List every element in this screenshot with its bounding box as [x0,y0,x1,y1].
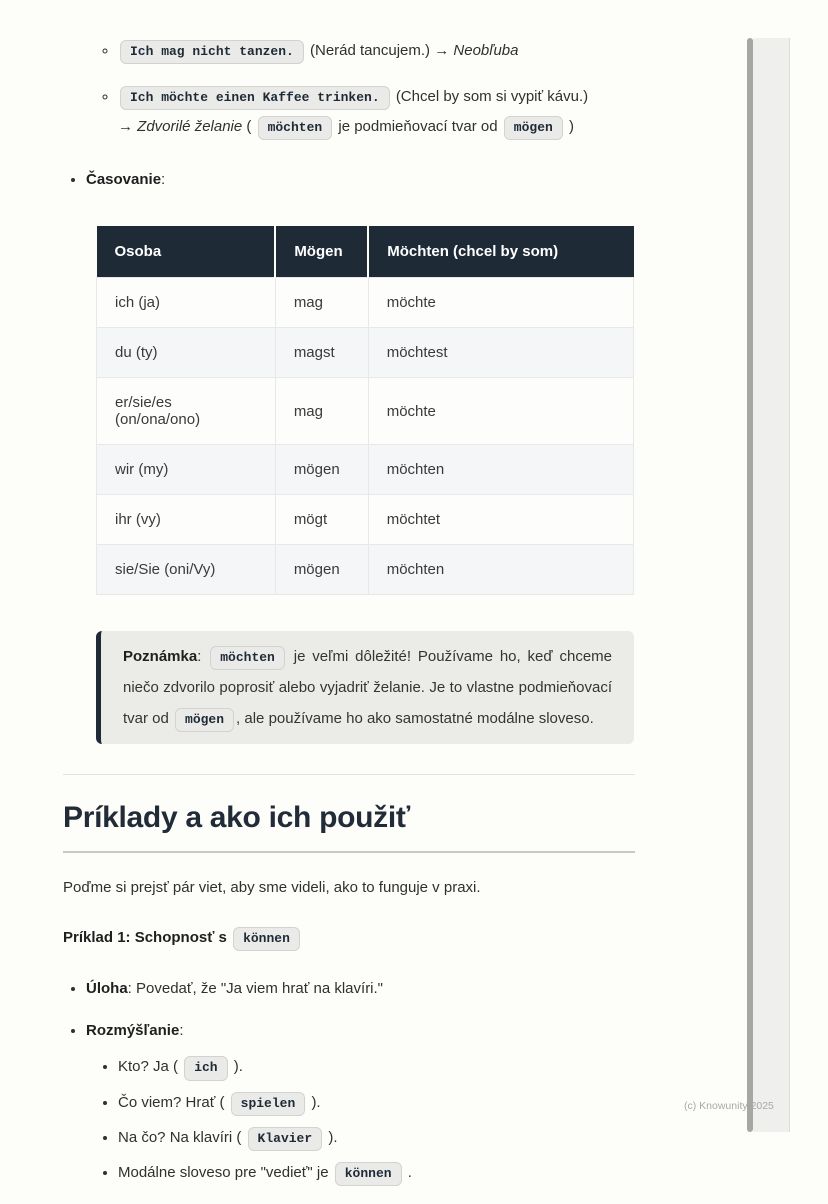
cell-moechten: möchten [368,545,633,595]
usage-example-wish [118,82,635,142]
cell-moegen: mag [275,278,368,328]
thinking-colon: : [179,1022,184,1040]
step-text: Čo viem? Hrať ( [118,1093,225,1111]
example-line-2 [118,112,635,142]
step-modal-verb [118,1161,635,1186]
section-intro-paragraph: Poďme si prejsť pár viet, aby sme videli, ako to funguje v praxi. [63,879,481,896]
translation-text: (Nerád tancujem.) → [310,42,450,59]
document-content [63,0,635,1204]
step-who [118,1055,635,1080]
cell-moechten: möchtet [368,495,633,545]
klavier-chip: Klavier [248,1127,323,1151]
conjugation-colon: : [161,171,166,188]
explanation-text: je podmieňovací tvar od [338,118,498,135]
cell-moechten: möchten [368,445,633,495]
step-what [118,1091,635,1116]
ich-chip: ich [184,1056,227,1080]
conjugation-table-wrapper [96,226,634,595]
koennen-chip: können [233,927,300,951]
task-text: : Povedať, že "Ja viem hrať na klavíri." [127,980,384,998]
note-colon: : [197,648,202,665]
conjugation-label-item [86,168,635,192]
cell-moechten: möchte [368,278,633,328]
step-text: Kto? Ja ( [118,1058,179,1076]
step-text-end: ). [311,1093,321,1111]
moegen-chip: mögen [175,708,234,732]
german-sentence-chip: Ich mag nicht tanzen. [120,40,304,64]
spielen-chip: spielen [231,1092,306,1116]
col-header-moegen: Mögen [275,226,368,278]
cell-person: sie/Sie (oni/Vy) [97,545,276,595]
step-on-what [118,1126,635,1151]
step-text: Modálne sloveso pre "vedieť" je [118,1164,329,1181]
note-text-2: , ale používame ho ako samostatné modálne sloveso. [236,710,594,727]
conjugation-section-list [63,168,635,192]
moegen-chip: mögen [504,116,563,140]
scrollbar-track[interactable] [753,38,790,1132]
table-header-row [97,226,634,278]
table-row [97,278,634,328]
example-line-1 [118,82,635,112]
cell-moechten: möchtest [368,328,633,378]
cell-person: ihr (vy) [97,495,276,545]
table-row [97,378,634,445]
usage-examples-list [63,36,635,142]
cell-person: wir (my) [97,445,276,495]
paren-open: ( [246,118,252,135]
category-label: Neobľuba [453,42,519,59]
example-1-label: Príklad 1: Schopnosť s [63,929,227,946]
conjugation-table [96,226,634,595]
note-label: Poznámka [123,648,198,665]
step-text-end: . [407,1164,412,1181]
cell-moegen: mögen [275,545,368,595]
arrow-glyph: → [118,118,133,135]
scrollbar-thumb[interactable] [747,38,753,1132]
copyright-watermark: (c) Knowunity 2025 [684,1100,774,1112]
german-sentence-chip: Ich möchte einen Kaffee trinken. [120,86,390,110]
cell-person: du (ty) [97,328,276,378]
example-1-list [63,977,635,1186]
cell-moechten: möchte [368,378,633,445]
table-row [97,328,634,378]
moechten-chip: möchten [210,646,285,670]
step-text: Na čo? Na klavíri ( [118,1128,242,1146]
section-heading: Príklady a ako ich použiť [63,799,635,853]
example-1-title [63,925,635,951]
translation-text: (Chcel by som si vypiť kávu.) [395,88,589,105]
cell-moegen: magst [275,328,368,378]
task-label: Úloha [86,980,128,998]
col-header-moechten: Möchten (chcel by som) [368,226,633,278]
table-row [97,445,634,495]
task-item [86,977,635,1001]
table-row [97,545,634,595]
table-row [97,495,634,545]
cell-moegen: mag [275,378,368,445]
conjugation-label: Časovanie [86,171,162,188]
section-divider [63,774,635,775]
koennen-chip: können [335,1162,402,1186]
cell-moegen: mögt [275,495,368,545]
thinking-steps-list [86,1055,635,1186]
cell-person: er/sie/es (on/ona/ono) [97,378,276,445]
thinking-item [86,1019,635,1186]
note-callout [96,631,634,744]
cell-moegen: mögen [275,445,368,495]
moechten-chip: möchten [258,116,333,140]
note-text-1: je veľmi dôležité! Používame ho, keď chceme niečo zdvorilo poprosiť alebo vyjadriť želanie. Je to vlastne podmieňovací tvar od [123,648,612,727]
step-text-end: ). [328,1128,338,1146]
thinking-label: Rozmýšľanie [86,1022,180,1040]
step-text-end: ). [233,1058,243,1076]
usage-example-dislike [118,36,635,66]
category-label: Zdvorilé želanie [137,118,243,135]
paren-close: ) [568,118,574,135]
col-header-osoba: Osoba [97,226,276,278]
cell-person: ich (ja) [97,278,276,328]
